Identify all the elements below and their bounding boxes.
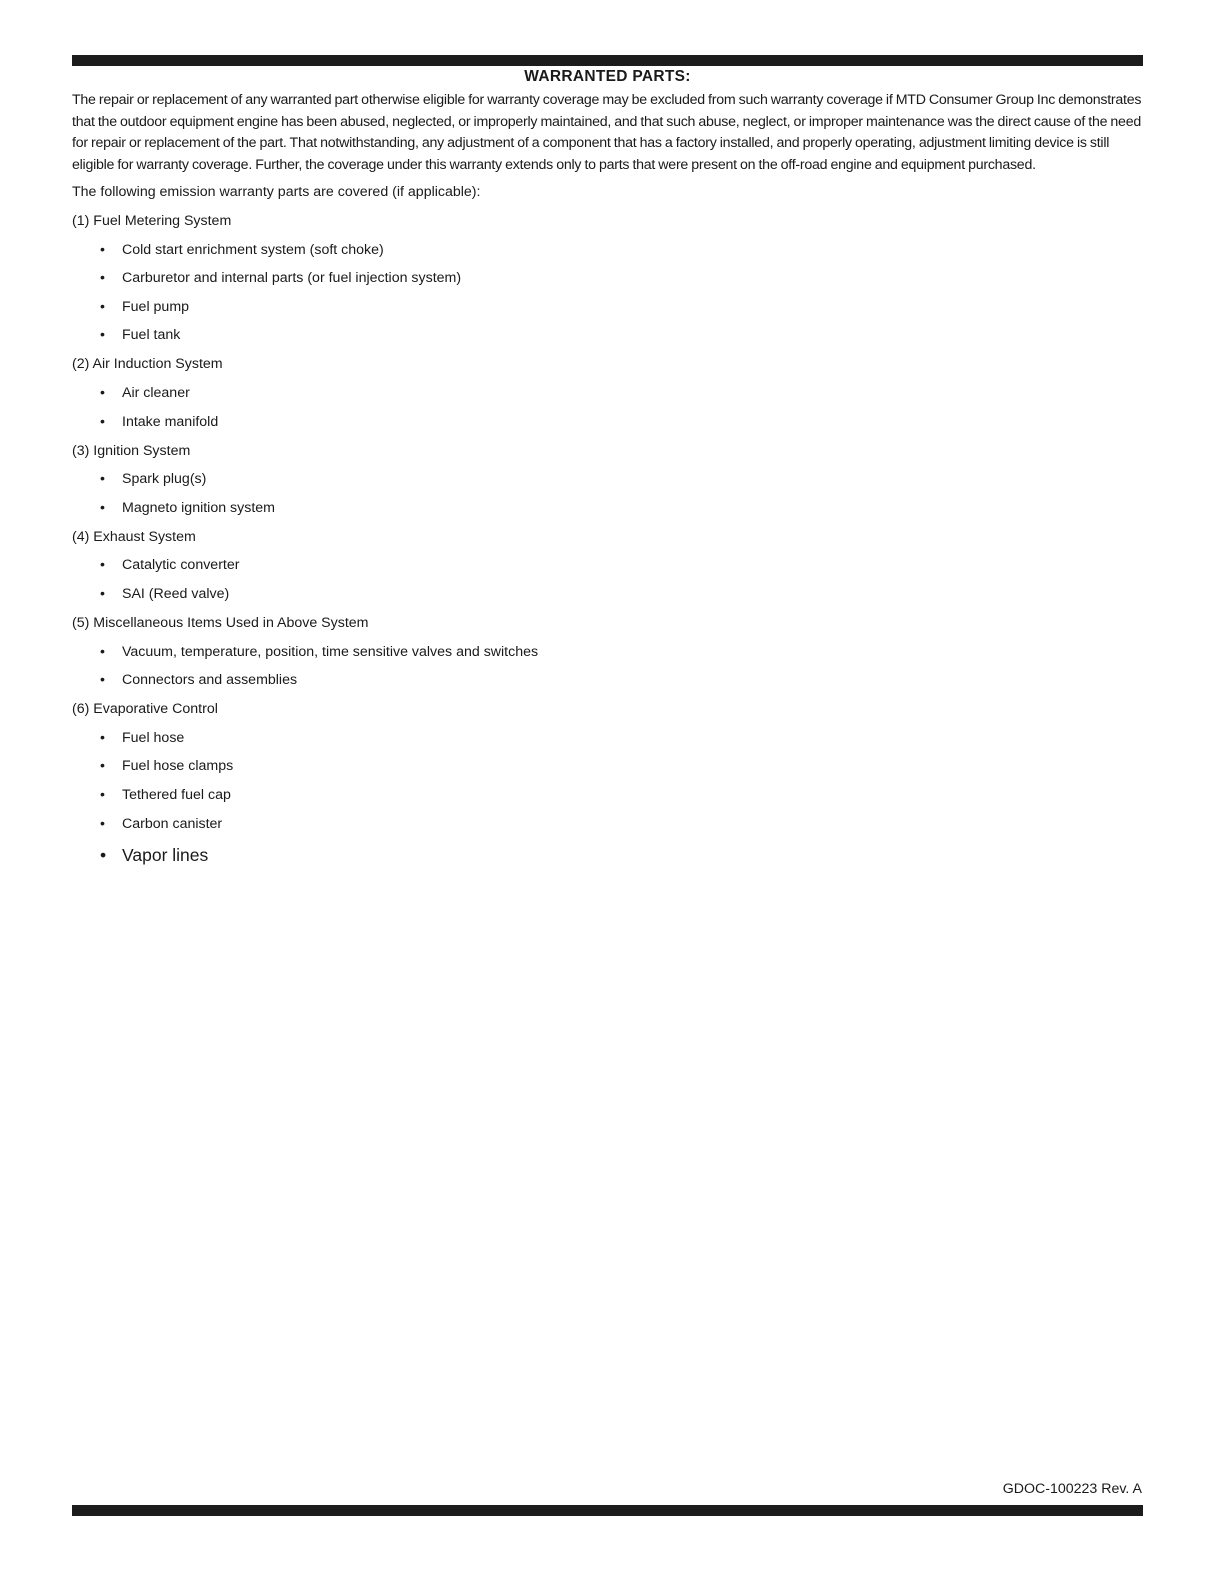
list-item: • Air cleaner [72,383,1143,404]
category-evaporative [72,699,1143,866]
list-item: • Magneto ignition system [72,498,1143,519]
parts-list [72,469,1143,519]
list-item: • Fuel tank [72,325,1143,346]
document-id: GDOC-100223 Rev. A [1002,1481,1142,1497]
list-item: • Vacuum, temperature, position, time sensitive valves and switches [72,642,1143,663]
parts-list [72,555,1143,605]
parts-list [72,642,1143,692]
warranty-section [72,66,1143,867]
category-title: (2) Air Induction System [72,356,223,373]
parts-list [72,383,1143,433]
section-heading: WARRANTED PARTS: [524,68,691,85]
bottom-rule [72,1505,1143,1516]
list-item: • Catalytic converter [72,555,1143,576]
list-item: • Fuel pump [72,297,1143,318]
category-exhaust [72,527,1143,605]
category-title: (1) Fuel Metering System [72,213,232,229]
list-item: • Carbon canister [72,814,1143,835]
list-item: • Connectors and assemblies [72,670,1143,691]
category-fuel-metering [72,211,1143,346]
list-item: • Tethered fuel cap [72,785,1143,806]
category-ignition [72,441,1143,519]
parts-list [72,240,1143,347]
list-item: • Spark plug(s) [72,469,1143,490]
covered-parts-lead: The following emission warranty parts are covered (if applicable): [72,184,481,200]
list-item: • Intake manifold [72,412,1143,433]
list-item: • SAI (Reed valve) [72,584,1143,605]
category-miscellaneous [72,613,1143,691]
category-air-induction [72,354,1143,432]
category-title: (6) Evaporative Control [72,701,218,718]
list-item: • Fuel hose [72,728,1143,749]
list-item: • Vapor lines [72,843,1143,867]
parts-list [72,728,1143,867]
category-title: (3) Ignition System [72,442,191,459]
list-item: • Carburetor and internal parts (or fuel injection system) [72,268,1143,289]
intro-paragraph: The repair or replacement of any warranted part otherwise eligible for warranty coverage may be excluded from such warranty coverage if MTD Consumer Group Inc demonstrates that the outdoor equipment engine has been abused, neglected, or improperly maintained, and that such abuse, neglect, or improper maintenance was the direct cause of the need for repair or replacement of the part. That notwithstanding, any adjustment of a component that has a factory installed, and properly operating, adjustment limiting device is still eligible for warranty coverage. Further, the coverage under this warranty extends only to parts that were present on the off-road engine and equipment purchased. [72,92,1142,173]
category-title: (4) Exhaust System [72,528,196,545]
list-item: • Fuel hose clamps [72,756,1143,777]
category-title: (5) Miscellaneous Items Used in Above System [72,614,369,631]
list-item: • Cold start enrichment system (soft choke) [72,240,1143,261]
top-rule [72,55,1143,66]
